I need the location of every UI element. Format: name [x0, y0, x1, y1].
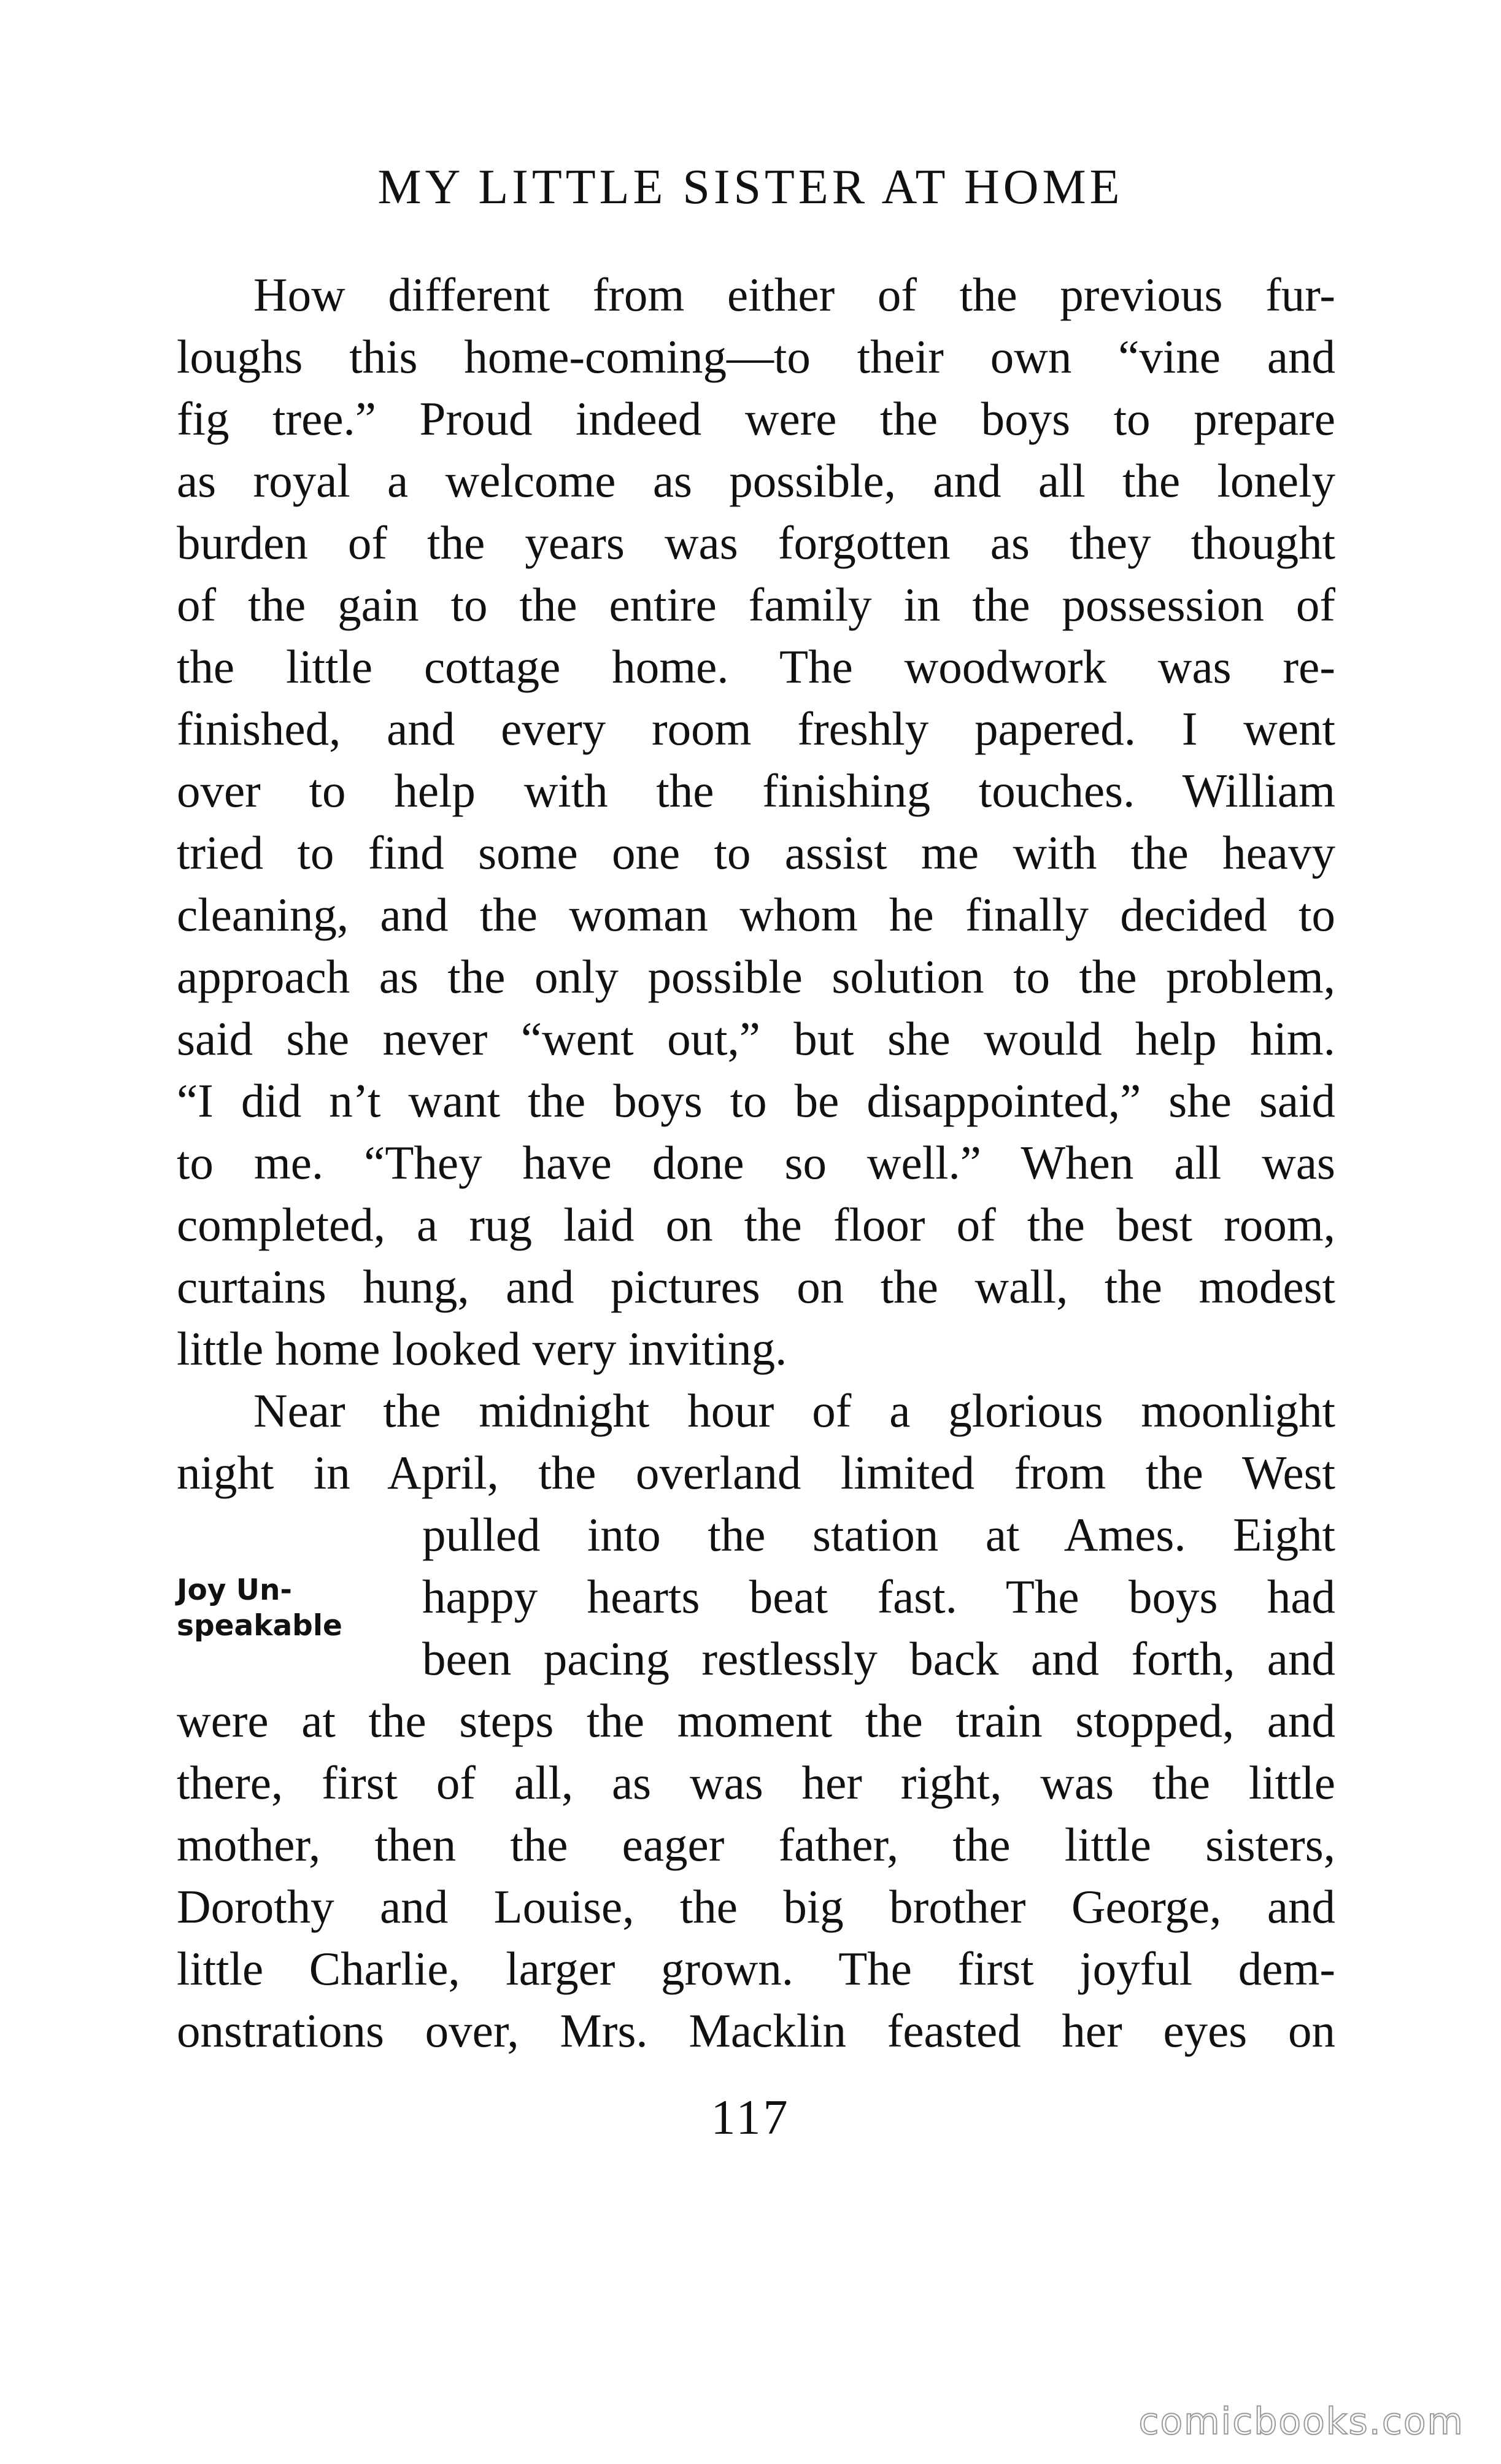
text-line: onstrations over, Mrs. Macklin feasted her eyes on [177, 2004, 1335, 2057]
text-line: little home looked very inviting. [177, 1322, 787, 1375]
text-line: over to help with the finishing touches. William [177, 764, 1335, 817]
sidenote-line: Joy Un- [177, 1573, 292, 1607]
text-line: were at the steps the moment the train stopped, and [177, 1694, 1335, 1747]
text-line: completed, a rug laid on the floor of the best room, [177, 1198, 1335, 1251]
margin-sidenote [177, 1573, 379, 1644]
text-line: of the gain to the entire family in the possession of [177, 578, 1335, 631]
text-line: pulled into the station at Ames. Eight [422, 1508, 1335, 1561]
text-line: approach as the only possible solution to the problem, [177, 950, 1335, 1003]
watermark: comicbooks.com [1138, 2400, 1464, 2443]
text-line: curtains hung, and pictures on the wall, the modest [177, 1260, 1335, 1313]
text-line: said she never “went out,” but she would help him. [177, 1012, 1335, 1065]
text-line: “I did n’t want the boys to be disappointed,” she said [177, 1074, 1335, 1127]
text-line: there, first of all, as was her right, was the little [177, 1756, 1335, 1809]
text-line: to me. “They have done so well.” When all was [177, 1136, 1335, 1189]
text-line: the little cottage home. The woodwork was re- [177, 640, 1335, 693]
paragraph-2 [177, 1380, 1335, 2062]
paragraph-1 [177, 264, 1335, 1380]
text-line: fig tree.” Proud indeed were the boys to prepare [177, 392, 1335, 445]
running-header: MY LITTLE SISTER AT HOME [377, 160, 1124, 214]
text-line: night in April, the overland limited from the West [177, 1446, 1335, 1499]
text-line: loughs this home-coming—to their own “vine and [177, 330, 1335, 383]
text-line: Dorothy and Louise, the big brother George, and [177, 1880, 1335, 1933]
text-line: as royal a welcome as possible, and all the lonely [177, 454, 1335, 507]
text-line: happy hearts beat fast. The boys had [422, 1570, 1335, 1623]
text-line: been pacing restlessly back and forth, and [422, 1632, 1335, 1685]
text-line: little Charlie, larger grown. The first joyful dem- [177, 1942, 1335, 1995]
text-line: mother, then the eager father, the little sisters, [177, 1818, 1335, 1871]
text-line: tried to find some one to assist me with the heavy [177, 826, 1335, 879]
page-number: 117 [711, 2091, 790, 2145]
sidenote-line: speakable [177, 1609, 342, 1643]
text-line: burden of the years was forgotten as they thought [177, 516, 1335, 569]
text-line: cleaning, and the woman whom he finally decided to [177, 888, 1335, 941]
text-line: Near the midnight hour of a glorious moonlight [253, 1384, 1335, 1437]
text-line: How different from either of the previous fur- [253, 268, 1335, 321]
text-line: finished, and every room freshly papered. I went [177, 702, 1335, 755]
